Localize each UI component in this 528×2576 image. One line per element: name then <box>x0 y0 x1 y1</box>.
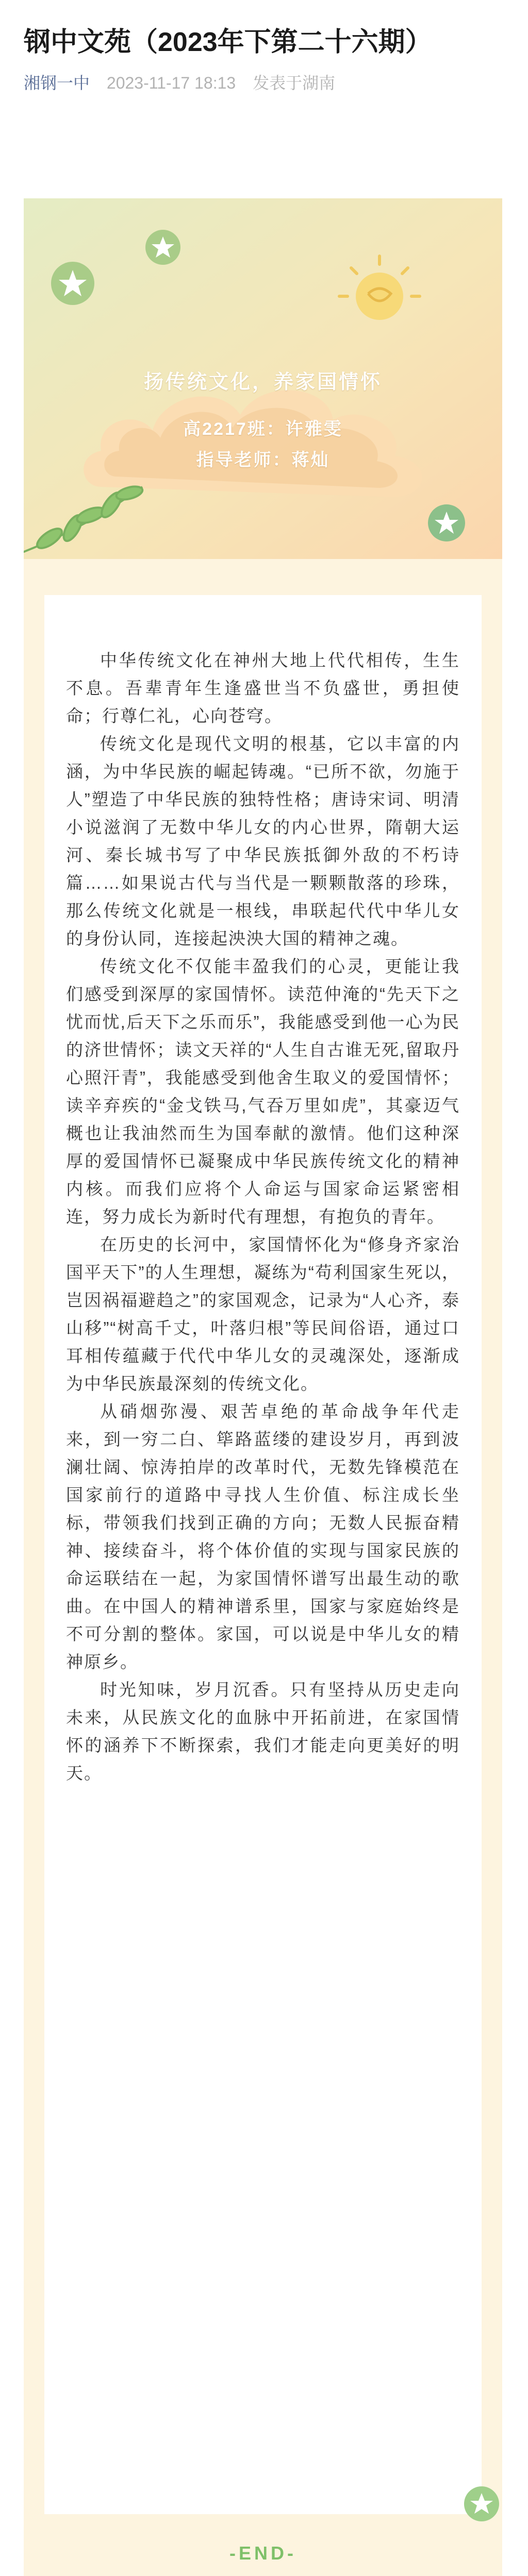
article-body-card <box>44 595 482 2514</box>
flower-icon <box>428 504 465 541</box>
article-footer-credits <box>24 2543 502 2576</box>
header-banner <box>24 198 502 559</box>
flower-icon <box>145 230 180 265</box>
body-paragraph: 从硝烟弥漫、艰苦卓绝的革命战争年代走来，到一穷二白、筚路蓝缕的建设岁月，再到波澜壮阔、惊涛拍岸的改革时代，无数先锋模范在国家前行的道路中寻找人生价值、标注成长坐标，带领我们找到正确的方向；无数人民振奋精神、接续奋斗，将个体价值的实现与国家民族的命运联结在一起，为家国情怀谱写出最生动的歌曲。在中国人的精神谱系里，国家与家庭始终是不可分割的整体。家国，可以说是中华儿女的精神原乡。 <box>66 1402 460 1671</box>
article-meta <box>24 71 504 95</box>
teacher-line: 指导老师：蒋灿 <box>196 450 330 470</box>
account-name-link[interactable]: 湘钢一中 <box>24 74 90 92</box>
author-line: 高2217班：许雅雯 <box>183 419 343 439</box>
article-title: 钢中文苑（2023年下第二十六期） <box>24 27 432 57</box>
body-paragraph: 中华传统文化在神州大地上代代相传，生生不息。吾辈青年生逢盛世当不负盛世，勇担使命；行尊仁礼，心向苍穹。 <box>66 651 460 725</box>
banner-slogan: 扬传统文化，养家国情怀 <box>143 371 382 393</box>
article-header <box>0 0 528 95</box>
end-mark: -END- <box>229 2543 296 2564</box>
body-paragraph: 在历史的长河中，家国情怀化为“修身齐家治国平天下”的人生理想，凝练为“苟利国家生死以，岂因祸福避趋之”的家国观念，记录为“人心齐，泰山移”“树高千丈，叶落归根”等民间俗语，通过口耳相传蕴藏于代代中华儿女的灵魂深处，逐渐成为中华民族最深刻的传统文化。 <box>66 1235 460 1393</box>
article-poster <box>24 198 502 2576</box>
body-paragraph: 传统文化是现代文明的根基，它以丰富的内涵，为中华民族的崛起铸魂。“已所不欲，勿施于人”塑造了中华民族的独特性格；唐诗宋词、明清小说滋润了无数中华儿女的内心世界，隋朝大运河、秦长城书写了中华民族抵御外敌的不朽诗篇……如果说古代与当代是一颗颗散落的珍珠，那么传统文化就是一根线，串联起代代中华儿女的身份认同，连接起泱泱大国的精神之魂。 <box>66 734 460 948</box>
publish-date: 2023-11-17 18:13 <box>106 74 236 92</box>
flower-icon <box>461 2476 502 2532</box>
publish-location: 发表于湖南 <box>253 74 336 92</box>
body-paragraph: 传统文化不仅能丰盈我们的心灵，更能让我们感受到深厚的家国情怀。读范仲淹的“先天下之忧而忧,后天下之乐而乐”，我能感受到他一心为民的济世情怀；读文天祥的“人生自古谁无死,留取丹心照汗青”，我能感受到他舍生取义的爱国情怀；读辛弃疾的“金戈铁马,气吞万里如虎”，其豪迈气概也让我油然而生为国奉献的激情。他们这种深厚的爱国情怀已凝聚成中华民族传统文化的精神内核。而我们应将个人命运与国家命运紧密相连，努力成长为新时代有理想，有抱负的青年。 <box>66 957 460 1226</box>
body-paragraph: 时光知味，岁月沉香。只有坚持从历史走向未来，从民族文化的血脉中开拓前进，在家国情怀的涵养下不断探索，我们才能走向更美好的明天。 <box>66 1680 460 1783</box>
flower-icon <box>51 262 94 305</box>
